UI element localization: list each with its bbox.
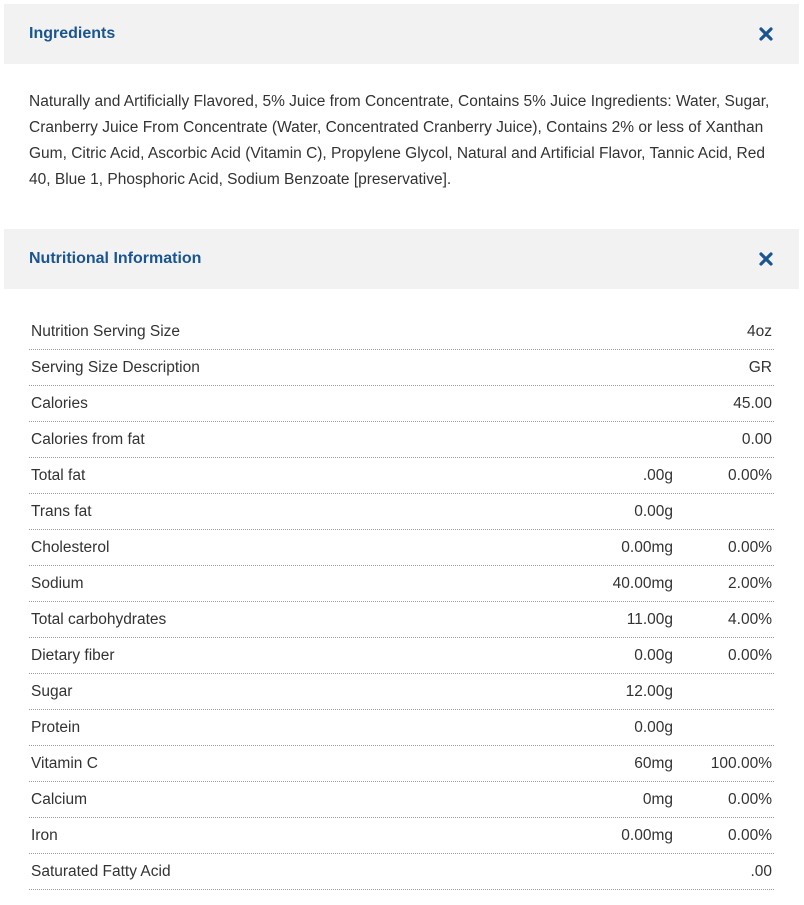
table-row [29, 638, 774, 674]
nutrient-amount: 0.00g [634, 503, 673, 520]
nutrient-value: GR [748, 359, 772, 376]
table-row [29, 818, 774, 854]
nutrient-amount: 0.00mg [621, 827, 673, 844]
nutrition-table [29, 314, 774, 890]
table-row [29, 386, 774, 422]
nutrient-amount: 0.00g [634, 647, 673, 664]
nutrient-label: Saturated Fatty Acid [31, 863, 171, 880]
nutrient-label: Calories [31, 395, 88, 412]
nutrient-amount: 0.00g [634, 719, 673, 736]
nutrient-daily-value: 100.00% [710, 755, 772, 772]
close-icon[interactable] [758, 26, 774, 42]
nutrient-daily-value: 0.00% [728, 539, 772, 556]
nutrient-daily-value: 0.00% [728, 647, 772, 664]
table-row [29, 314, 774, 350]
table-row [29, 458, 774, 494]
nutrient-daily-value: 0.00% [728, 827, 772, 844]
nutrient-amount: 11.00g [626, 611, 673, 628]
nutrient-label: Total fat [31, 467, 86, 484]
table-row [29, 602, 774, 638]
close-icon[interactable] [758, 251, 774, 267]
nutrient-label: Calcium [31, 791, 87, 808]
table-row [29, 422, 774, 458]
ingredients-title: Ingredients [29, 25, 116, 42]
nutrient-label: Sodium [31, 575, 84, 592]
nutrient-label: Iron [31, 827, 58, 844]
table-row [29, 530, 774, 566]
nutrient-label: Vitamin C [31, 755, 98, 772]
table-row [29, 674, 774, 710]
ingredients-text: Naturally and Artificially Flavored, 5% Juice from Concentrate, Contains 5% Juice Ingredients: Water, Sugar, Cranberry Juice From Concentrate (Water, Concentrated Cranberry Juice), Contains 2% or less of Xanthan Gum, Citric Acid, Ascorbic Acid (Vitamin C), Propylene Glycol, Natural and Artificial Flavor, Tannic Acid, Red 40, Blue 1, Phosphoric Acid, Sodium Benzoate [preservative]. [29, 93, 770, 188]
nutrient-label: Calories from fat [31, 431, 145, 448]
nutrient-daily-value: 0.00% [728, 467, 772, 484]
nutrient-amount: 60mg [634, 755, 673, 772]
nutrient-amount: 40.00mg [612, 575, 673, 592]
nutrient-daily-value: 0.00% [728, 791, 772, 808]
nutrient-value: 45.00 [733, 395, 772, 412]
table-row [29, 746, 774, 782]
table-row [29, 782, 774, 818]
table-row [29, 494, 774, 530]
nutrient-daily-value: 2.00% [728, 575, 772, 592]
nutrient-label: Nutrition Serving Size [31, 323, 181, 340]
nutrient-label: Dietary fiber [31, 647, 115, 664]
nutrition-title: Nutritional Information [29, 250, 202, 267]
nutrient-label: Serving Size Description [31, 359, 200, 376]
ingredients-panel-header[interactable] [4, 4, 799, 64]
nutrient-amount: .00g [642, 467, 673, 484]
nutrient-amount: 0mg [642, 791, 673, 808]
nutrient-label: Cholesterol [31, 539, 110, 556]
nutrient-value: 4oz [747, 323, 772, 340]
nutrient-amount: 12.00g [625, 683, 673, 700]
nutrient-value: 0.00 [741, 431, 772, 448]
nutrition-panel-header[interactable] [4, 229, 799, 289]
table-row [29, 710, 774, 746]
nutrient-daily-value: 4.00% [728, 611, 772, 628]
nutrient-label: Total carbohydrates [31, 611, 167, 628]
table-row [29, 854, 774, 890]
nutrient-label: Trans fat [31, 503, 92, 520]
nutrient-value: .00 [750, 863, 772, 880]
nutrient-amount: 0.00mg [621, 539, 673, 556]
nutrient-label: Protein [31, 719, 81, 736]
table-row [29, 566, 774, 602]
nutrient-label: Sugar [31, 683, 73, 700]
table-row [29, 350, 774, 386]
